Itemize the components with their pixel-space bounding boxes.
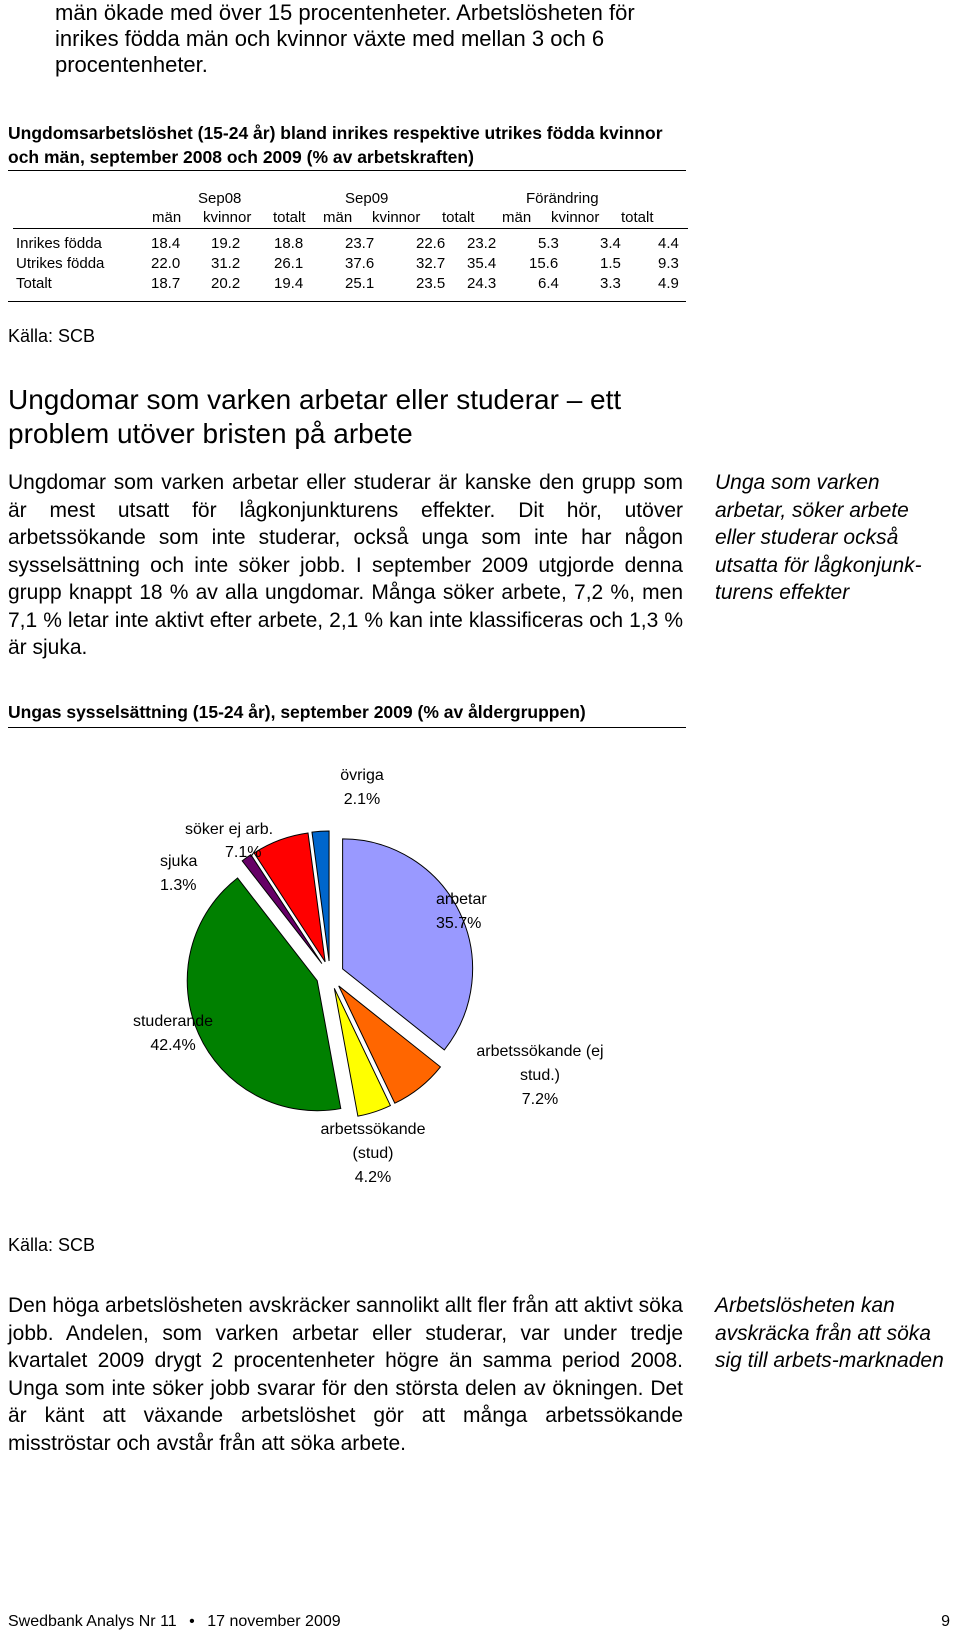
footer-separator: •: [189, 1613, 195, 1630]
pie-label: [160, 850, 197, 898]
table-cell: 24.3: [467, 275, 497, 292]
column-header: kvinnor: [372, 209, 421, 226]
pie-label: [470, 1040, 610, 1112]
column-header: kvinnor: [551, 209, 600, 226]
table-cell: 18.8: [274, 235, 304, 252]
chart-source: Källa: SCB: [8, 1235, 96, 1255]
pie-label-name: arbetssökande (ej stud.): [476, 1043, 604, 1084]
table-cell: 1.5: [600, 255, 621, 272]
pie-label-name: arbetar: [436, 891, 487, 908]
sidenote-1: Unga som varken arbetar, söker arbete eller studerar också utsatta för lågkonjunk-turens effekter: [715, 471, 922, 604]
table-cell: 4.9: [658, 275, 679, 292]
pie-label-value: 1.3%: [160, 877, 197, 894]
table-source: Källa: SCB: [8, 326, 96, 346]
table-cell: 23.2: [467, 235, 497, 252]
table-cell: 5.3: [538, 235, 559, 252]
pie-label-value: 35.7%: [436, 915, 482, 932]
pie-label-value: 4.2%: [354, 1169, 392, 1186]
column-header: totalt: [621, 209, 654, 226]
column-header: kvinnor: [203, 209, 252, 226]
table-cell: 3.3: [600, 275, 621, 292]
row-label: Utrikes födda: [16, 255, 105, 272]
body-paragraph-1: Ungdomar som varken arbetar eller studerar är kanske den grupp som är mest utsatt för lågkonjunkturens effekter. Dit hör, utöver arbetssökande som inte studerar, också unga som inte har någon sysselsättning och inte söker jobb. I september 2009 utgjorde denna grupp knappt 18 % av alla ungdomar. Många söker arbete, 7,2 %, men 7,1 % letar inte aktivt efter arbete, 2,1 % kan inte klassificeras och 1,3 % är sjuka.: [8, 471, 683, 659]
pie-label-name: söker ej arb.: [185, 821, 274, 838]
table-cell: 32.7: [416, 255, 446, 272]
pie-label-name: studerande: [132, 1013, 214, 1030]
section-heading: Ungdomar som varken arbetar eller studerar – ett problem utöver bristen på arbete: [8, 384, 622, 449]
table-cell: 23.7: [345, 235, 375, 252]
pie-label-name: övriga: [340, 767, 384, 784]
pie-label-value: 7.1%: [225, 844, 262, 861]
table-cell: 35.4: [467, 255, 497, 272]
body-paragraph-2: Den höga arbetslösheten avskräcker sannolikt allt fler från att aktivt söka jobb. Andelen, som varken arbetar eller studerar, var under tredje kvartalet 2009 drygt 2 procentenheter högre än samma period 2008. Unga som inte söker jobb svarar för den största delen av ökningen. Det är känt att växande arbetslöshet gör att många arbetssökande misströstar och avstår från att söka arbete.: [8, 1294, 683, 1455]
table-cell: 19.2: [211, 235, 241, 252]
footer-date: 17 november 2009: [207, 1613, 341, 1630]
table-cell: 26.1: [274, 255, 304, 272]
table-cell: 25.1: [345, 275, 375, 292]
table-cell: 23.5: [416, 275, 446, 292]
pie-label: [185, 818, 273, 842]
pie-label: [322, 764, 402, 812]
footer-publication: Swedbank Analys Nr 11: [8, 1613, 177, 1630]
table-title: Ungdomsarbetslöshet (15-24 år) bland inrikes respektive utrikes födda kvinnor och män, september 2008 och 2009 (% av arbetskraften): [8, 123, 663, 167]
page-number: 9: [941, 1613, 950, 1630]
pie-label-name: sjuka: [160, 853, 198, 870]
column-header: totalt: [442, 209, 475, 226]
group-header-sep08: Sep08: [198, 190, 242, 207]
table-cell: 22.6: [416, 235, 446, 252]
pie-label: [313, 1118, 433, 1190]
table-cell: 3.4: [600, 235, 621, 252]
table-cell: 37.6: [345, 255, 375, 272]
table-cell: 20.2: [211, 275, 241, 292]
table-cell: 4.4: [658, 235, 679, 252]
intro-paragraph: män ökade med över 15 procentenheter. Arbetslösheten för inrikes födda män och kvinnor växte med mellan 3 och 6 procentenheter.: [55, 0, 635, 77]
page-footer: [8, 1613, 958, 1631]
row-label: Totalt: [16, 275, 52, 292]
row-label: Inrikes födda: [16, 235, 102, 252]
table-cell: 22.0: [151, 255, 181, 272]
table-cell: 18.7: [151, 275, 181, 292]
group-header-forandring: Förändring: [526, 190, 599, 207]
column-header: män: [323, 209, 353, 226]
column-header: män: [152, 209, 182, 226]
table-cell: 9.3: [658, 255, 679, 272]
pie-label-value: 7.2%: [521, 1091, 559, 1108]
column-header: män: [502, 209, 532, 226]
table-cell: 19.4: [274, 275, 304, 292]
table-cell: 31.2: [211, 255, 241, 272]
pie-label-value: 42.4%: [150, 1037, 196, 1054]
pie-label: [436, 888, 487, 936]
sidenote-2: Arbetslösheten kan avskräcka från att söka sig till arbets-marknaden: [715, 1294, 944, 1372]
pie-label-value: 2.1%: [343, 791, 381, 808]
column-header: totalt: [273, 209, 306, 226]
table-cell: 18.4: [151, 235, 181, 252]
chart-title: Ungas sysselsättning (15-24 år), september 2009 (% av åldergruppen): [8, 702, 586, 722]
table-cell: 15.6: [529, 255, 559, 272]
table-cell: 6.4: [538, 275, 559, 292]
pie-label-name: arbetssökande (stud): [320, 1121, 426, 1162]
pie-label: [128, 1010, 218, 1058]
group-header-sep09: Sep09: [345, 190, 389, 207]
